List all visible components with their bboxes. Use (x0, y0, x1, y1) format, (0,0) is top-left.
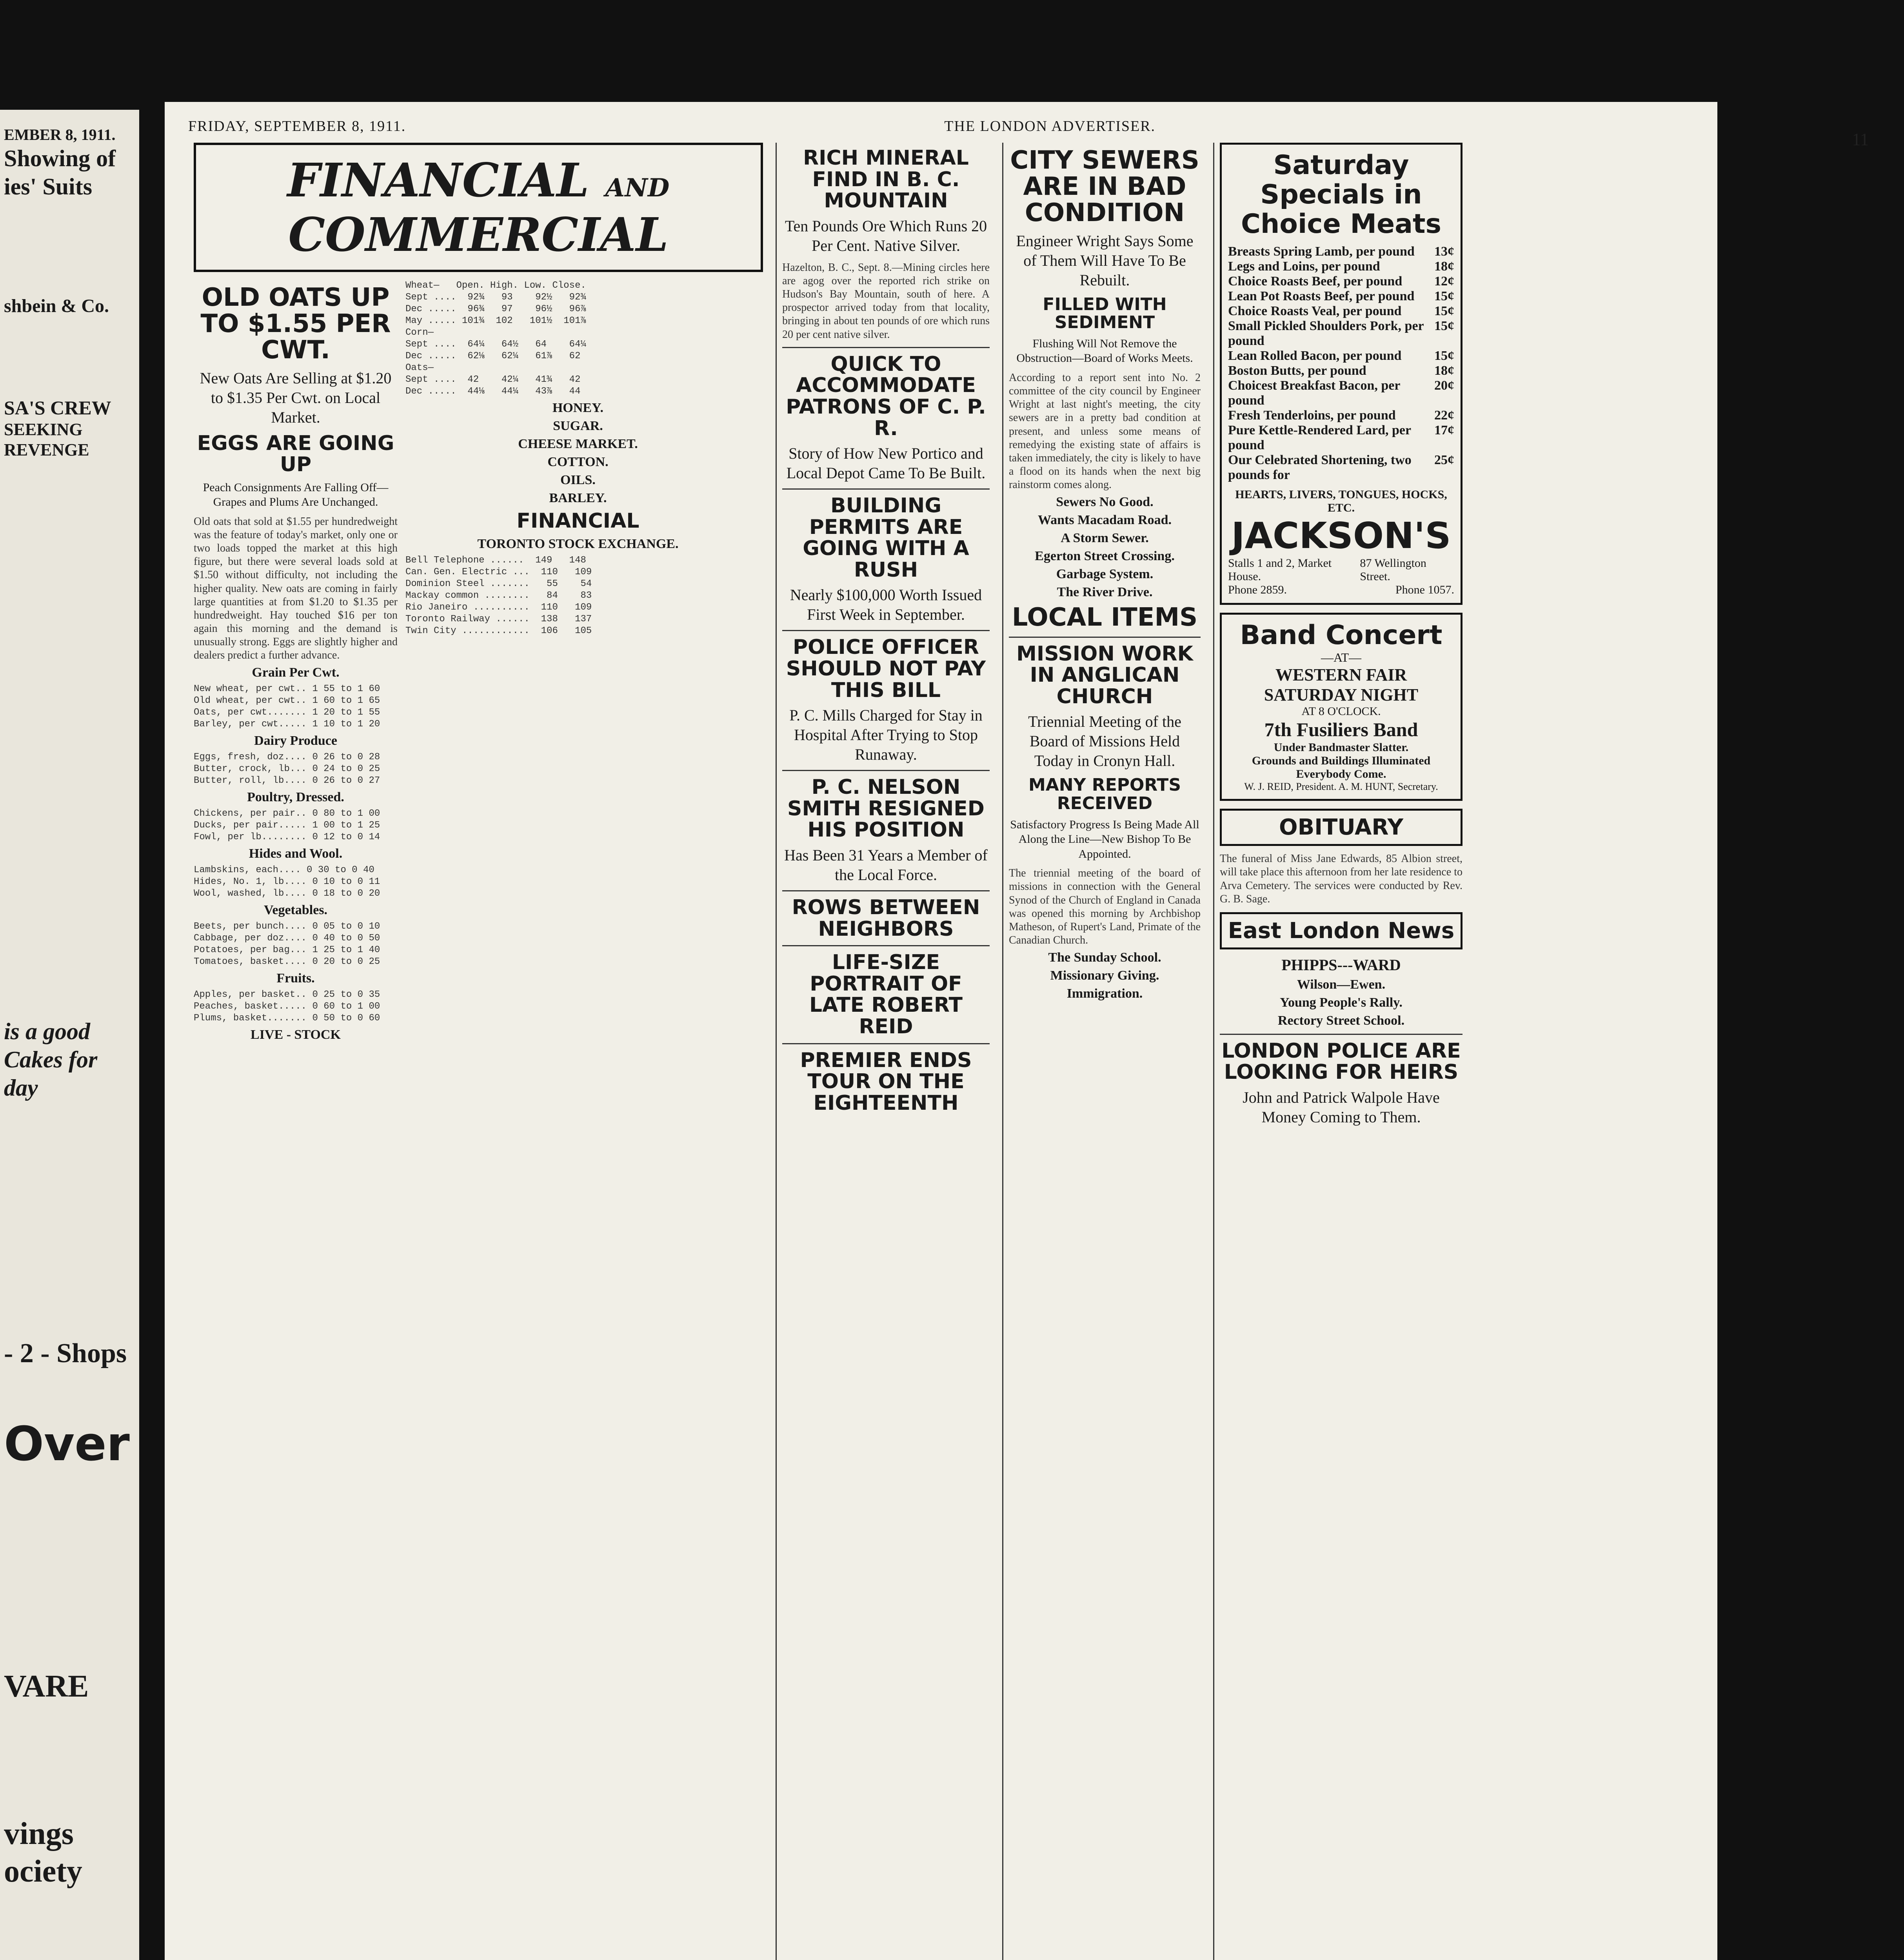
rows-headline: ROWS BETWEEN NEIGHBORS (792, 896, 980, 941)
honey-heading: HONEY. (552, 401, 604, 415)
ad-price-row (1228, 423, 1454, 453)
ad-address: 87 Wellington Street. (1360, 557, 1426, 583)
strip-suits: ies' Suits (4, 174, 93, 200)
ad-item-price: 18¢ (1434, 363, 1454, 378)
police-bill-headline: POLICE OFFICER SHOULD NOT PAY THIS BILL (786, 635, 986, 702)
rectory-heading: Rectory Street School. (1277, 1013, 1405, 1028)
oats-headline: OLD OATS UP TO $1.55 PER CWT. (200, 283, 391, 365)
strip-company: shbein & Co. (4, 296, 109, 316)
ad-title: Saturday Specials in Choice Meats (1241, 150, 1442, 240)
sub-macadam: Wants Macadam Road. (1038, 513, 1172, 528)
ad-price-row (1228, 259, 1454, 274)
grain-futures-table: Wheat— Open. High. Low. Close. Sept .... 92¾ 93 92½ 92¾ Dec ..... 96¾ 97 96½ 96⅞ May ..... 101¾ 102 101½ 101⅞ Corn— Sept .... 64¼ 64½ 64 64¼ Dec ..... 62⅛ 62¼ 61⅞ 62 Oats— Sept .... 42 42¼ 41¾ 42 Dec ..... 44⅛ 44¼ 43⅞ 44 (405, 280, 586, 397)
sewers-headline: CITY SEWERS ARE IN BAD CONDITION (1010, 146, 1199, 228)
hides-table: Lambskins, each.... 0 30 to 0 40 Hides, No. 1, lb.... 0 10 to 0 11 Wool, washed, lb.... 0 18 to 0 20 (194, 865, 380, 899)
ad-item-name: Legs and Loins, per pound (1228, 259, 1380, 274)
sub-storm-sewer: A Storm Sewer. (1061, 531, 1149, 546)
city-column (1002, 143, 1206, 1960)
reports-headline: MANY REPORTS RECEIVED (1028, 775, 1181, 813)
cpr-headline: QUICK TO ACCOMMODATE PATRONS OF C. P. R. (786, 352, 986, 440)
ad-price-row (1228, 348, 1454, 363)
strip-over: Over (4, 1417, 130, 1472)
ad-brand: JACKSON'S (1231, 515, 1451, 557)
barley-heading: BARLEY. (549, 491, 607, 505)
toronto-stock-heading: TORONTO STOCK EXCHANGE. (477, 536, 679, 551)
columns (188, 143, 1694, 1960)
ad-item-name: Small Pickled Shoulders Pork, per pound (1228, 319, 1424, 348)
cpr-deck: Story of How New Portico and Local Depot Came To Be Built. (786, 445, 986, 482)
ad-item-name: Choicest Breakfast Bacon, per pound (1228, 378, 1400, 408)
ad-price-list (1228, 244, 1454, 483)
ad-price-row (1228, 274, 1454, 289)
sub-sunday-school: The Sunday School. (1048, 950, 1161, 965)
grain-heading: Grain Per Cwt. (252, 665, 340, 680)
eggs-headline: EGGS ARE GOING UP (197, 431, 394, 477)
ad-item-name: Lean Pot Roasts Beef, per pound (1228, 289, 1415, 304)
phipps-ward-heading: PHIPPS---WARD (1281, 956, 1401, 974)
strip-society: ociety (4, 1854, 82, 1889)
strip-ware: VARE (4, 1669, 89, 1704)
band-grounds: Grounds and Buildings Illuminated Everybody Come. (1252, 754, 1431, 781)
premier-headline: PREMIER ENDS TOUR ON THE EIGHTEENTH (800, 1048, 972, 1115)
permits-deck: Nearly $100,000 Worth Issued First Week in September. (790, 586, 982, 624)
page-number: 11 (1852, 130, 1869, 149)
heirs-headline: LONDON POLICE ARE LOOKING FOR HEIRS (1221, 1039, 1461, 1084)
sub-immigration: Immigration. (1066, 986, 1143, 1001)
ad-item-price: 15¢ (1434, 289, 1454, 304)
obituary-body: The funeral of Miss Jane Edwards, 85 Albion street, will take place this afternoon from her late residence to Arva Cemetery. The services were conducted by Rev. G. B. Sage. (1220, 853, 1463, 905)
obituary-heading: OBITUARY (1220, 809, 1463, 846)
band-name: 7th Fusiliers Band (1264, 719, 1418, 741)
heirs-deck: John and Patrick Walpole Have Money Coming to Them. (1243, 1089, 1440, 1126)
band-at: —AT— (1321, 650, 1362, 665)
mission-headline: MISSION WORK IN ANGLICAN CHURCH (1016, 642, 1193, 708)
oats-body: Old oats that sold at $1.55 per hundredweight was the feature of today's market, only one or two loads topped the market at this high figure, but there were several loads sold at $1.50 without difficulty, not including the higher quality. New oats are coming in fairly large quantities at from $1.20 to $1.35 per hundredweight. Hay touched $16 per ton again this morning and the demand is unusually strong. Eggs are slightly higher and dealers predict a further advance. (194, 515, 398, 662)
cheese-heading: CHEESE MARKET. (518, 437, 638, 451)
oats-deck: New Oats Are Selling at $1.20 to $1.35 Per Cwt. on Local Market. (200, 369, 392, 426)
strip-savings: vings (4, 1817, 74, 1851)
strip-seeking: SEEKING REVENGE (4, 419, 89, 460)
band-time: AT 8 O'CLOCK. (1301, 705, 1381, 718)
nelson-smith-headline: P. C. NELSON SMITH RESIGNED HIS POSITION (787, 775, 985, 842)
nelson-smith-deck: Has Been 31 Years a Member of the Local Force. (784, 846, 988, 884)
strip-showing: Showing of (4, 145, 116, 171)
markets-block (405, 280, 750, 1045)
mission-deck: Triennial Meeting of the Board of Missions Held Today in Cronyn Hall. (1028, 713, 1181, 770)
ad-price-row (1228, 319, 1454, 348)
sediment-headline: FILLED WITH SEDIMENT (1043, 294, 1167, 332)
oils-heading: OILS. (560, 473, 596, 487)
band-title: Band Concert (1240, 620, 1443, 651)
ad-phones (1228, 583, 1454, 597)
strip-sas-crew: SA'S CREW (4, 396, 111, 419)
strip-cakes-3: day (4, 1075, 38, 1101)
strip-date: EMBER 8, 1911. (4, 126, 116, 143)
financial-column (188, 143, 769, 1960)
strip-cakes-1: is a good (4, 1018, 91, 1045)
police-bill-deck: P. C. Mills Charged for Stay in Hospital After Trying to Stop Runaway. (789, 706, 983, 764)
ad-tag: HEARTS, LIVERS, TONGUES, HOCKS, ETC. (1235, 488, 1447, 515)
permits-headline: BUILDING PERMITS ARE GOING WITH A RUSH (803, 494, 969, 582)
ad-footer (1228, 557, 1454, 583)
ad-item-price: 17¢ (1434, 423, 1454, 438)
poultry-table: Chickens, per pair.. 0 80 to 1 00 Ducks, per pair..... 1 00 to 1 25 Fowl, per lb........ 0 12 to 0 14 (194, 808, 380, 843)
east-london-heading: East London News (1220, 912, 1463, 949)
ad-item-name: Pure Kettle-Rendered Lard, per pound (1228, 423, 1411, 453)
dairy-heading: Dairy Produce (254, 733, 337, 748)
adjacent-page-strip (0, 110, 139, 1960)
reports-deck: Satisfactory Progress Is Being Made All Along the Line—New Bishop To Be Appointed. (1010, 818, 1199, 860)
sediment-deck: Flushing Will Not Remove the Obstruction—Board of Works Meets. (1016, 337, 1193, 365)
ad-item-name: Breasts Spring Lamb, per pound (1228, 244, 1415, 259)
jacksons-ad (1220, 143, 1463, 605)
date-line: FRIDAY, SEPTEMBER 8, 1911. (188, 118, 406, 134)
ad-price-row (1228, 304, 1454, 319)
folio-line (188, 118, 1694, 135)
ad-item-name: Lean Rolled Bacon, per pound (1228, 348, 1402, 363)
band-concert-ad (1220, 613, 1463, 801)
wilson-ewen-heading: Wilson—Ewen. (1297, 977, 1386, 992)
ad-price-row (1228, 453, 1454, 483)
band-signature: W. J. REID, President. A. M. HUNT, Secretary. (1244, 781, 1438, 793)
sub-sewers-no-good: Sewers No Good. (1056, 495, 1154, 510)
ad-item-name: Our Celebrated Shortening, two pounds for (1228, 453, 1412, 483)
band-place: WESTERN FAIR SATURDAY NIGHT (1264, 665, 1419, 705)
ad-item-price: 20¢ (1434, 378, 1454, 393)
sugar-heading: SUGAR. (553, 419, 603, 433)
sewers-deck: Engineer Wright Says Some of Them Will Have To Be Rebuilt. (1016, 232, 1194, 289)
dairy-table: Eggs, fresh, doz.... 0 26 to 0 28 Butter, crock, lb... 0 24 to 0 25 Butter, roll, lb.... 0 26 to 0 27 (194, 752, 380, 786)
oats-story (194, 280, 398, 1045)
mission-body: The triennial meeting of the board of missions in connection with the General Synod of the Church of England in Canada was opened this morning by Archbishop Matheson, of Rupert's Land, Primate of the Canadian Church. (1009, 867, 1201, 946)
grain-table: New wheat, per cwt.. 1 55 to 1 60 Old wheat, per cwt.. 1 60 to 1 65 Oats, per cwt....... 1 20 to 1 55 Barley, per cwt..... 1 10 to 1 20 (194, 684, 380, 730)
ad-price-row (1228, 408, 1454, 423)
ad-item-name: Choice Roasts Beef, per pound (1228, 274, 1403, 289)
ad-item-price: 13¢ (1434, 244, 1454, 259)
ad-item-name: Boston Butts, per pound (1228, 363, 1366, 378)
hides-heading: Hides and Wool. (249, 846, 343, 861)
ad-item-price: 22¢ (1434, 408, 1454, 423)
ad-stalls: Stalls 1 and 2, Market House. (1228, 557, 1332, 583)
ad-item-price: 18¢ (1434, 259, 1454, 274)
ad-item-price: 15¢ (1434, 304, 1454, 319)
financial-heading: FINANCIAL (516, 509, 640, 533)
mineral-headline: RICH MINERAL FIND IN B. C. MOUNTAIN (803, 146, 969, 213)
stock-table: Bell Telephone ...... 149 148 Can. Gen. Electric ... 110 109 Dominion Steel ....... 55 54 Mackay common ........ 84 83 Rio Janeiro .......... 110 109 Toronto Railway ...... 138 137 Twin City ............ 106 105 (405, 555, 592, 636)
ad-item-price: 15¢ (1434, 348, 1454, 363)
livestock-heading: LIVE - STOCK (251, 1027, 341, 1042)
mineral-body: Hazelton, B. C., Sept. 8.—Mining circles here are agog over the reported rich strike on Hudson's Bay Mountain, south of here. A prospector arrived today from that locality, bringing in about ten pounds of ore which runs 20 per cent native silver. (782, 261, 990, 341)
sub-missionary-giving: Missionary Giving. (1050, 968, 1159, 983)
poultry-heading: Poultry, Dressed. (247, 790, 344, 805)
sub-river-drive: The River Drive. (1057, 585, 1153, 600)
ads-column (1213, 143, 1468, 1960)
sub-egerton: Egerton Street Crossing. (1035, 549, 1175, 564)
ad-item-name: Choice Roasts Veal, per pound (1228, 304, 1402, 319)
sub-garbage: Garbage System. (1056, 567, 1154, 582)
vegetables-table: Beets, per bunch.... 0 05 to 0 10 Cabbage, per doz.... 0 40 to 0 50 Potatoes, per bag... 1 25 to 1 40 Tomatoes, basket.... 0 20 to 0 25 (194, 921, 380, 967)
sewers-body: According to a report sent into No. 2 committee of the city council by Engineer Wright at last night's meeting, the city sewers are in a pretty bad condition at present, and unless some means of remedying the existing state of affairs is taken immediately, the city is likely to have a flood on its hands when the next big rainstorm comes along. (1009, 371, 1201, 491)
strip-shops: - 2 - Shops (4, 1338, 127, 1369)
newspaper-page (165, 102, 1717, 1960)
mineral-deck: Ten Pounds Ore Which Runs 20 Per Cent. Native Silver. (785, 217, 987, 254)
ad-price-row (1228, 363, 1454, 378)
ad-phone-2: Phone 1057. (1395, 583, 1454, 597)
ad-item-price: 25¢ (1434, 453, 1454, 468)
fruits-heading: Fruits. (276, 971, 315, 986)
fruits-table: Apples, per basket.. 0 25 to 0 35 Peaches, basket..... 0 60 to 1 00 Plums, basket....... 0 50 to 0 60 (194, 989, 380, 1024)
ad-price-row (1228, 289, 1454, 304)
portrait-headline: LIFE-SIZE PORTRAIT OF LATE ROBERT REID (809, 951, 963, 1038)
band-under: Under Bandmaster Slatter. (1274, 741, 1409, 754)
eggs-deck: Peach Consignments Are Falling Off—Grapes and Plums Are Unchanged. (203, 481, 389, 509)
ad-price-row (1228, 378, 1454, 408)
ad-item-name: Fresh Tenderloins, per pound (1228, 408, 1396, 423)
ad-phone-1: Phone 2859. (1228, 583, 1287, 597)
ad-item-price: 12¢ (1434, 274, 1454, 289)
rally-heading: Young People's Rally. (1280, 995, 1403, 1010)
vegetables-heading: Vegetables. (263, 903, 328, 918)
strip-cakes-2: Cakes for (4, 1047, 98, 1073)
local-items-headline: LOCAL ITEMS (1012, 603, 1198, 632)
paper-name: THE LONDON ADVERTISER. (944, 118, 1156, 134)
ad-price-row (1228, 244, 1454, 259)
section-masthead: FINANCIAL AND COMMERCIAL (194, 143, 763, 272)
cotton-heading: COTTON. (547, 455, 609, 469)
local-column (776, 143, 995, 1960)
ad-item-price: 15¢ (1434, 319, 1454, 334)
